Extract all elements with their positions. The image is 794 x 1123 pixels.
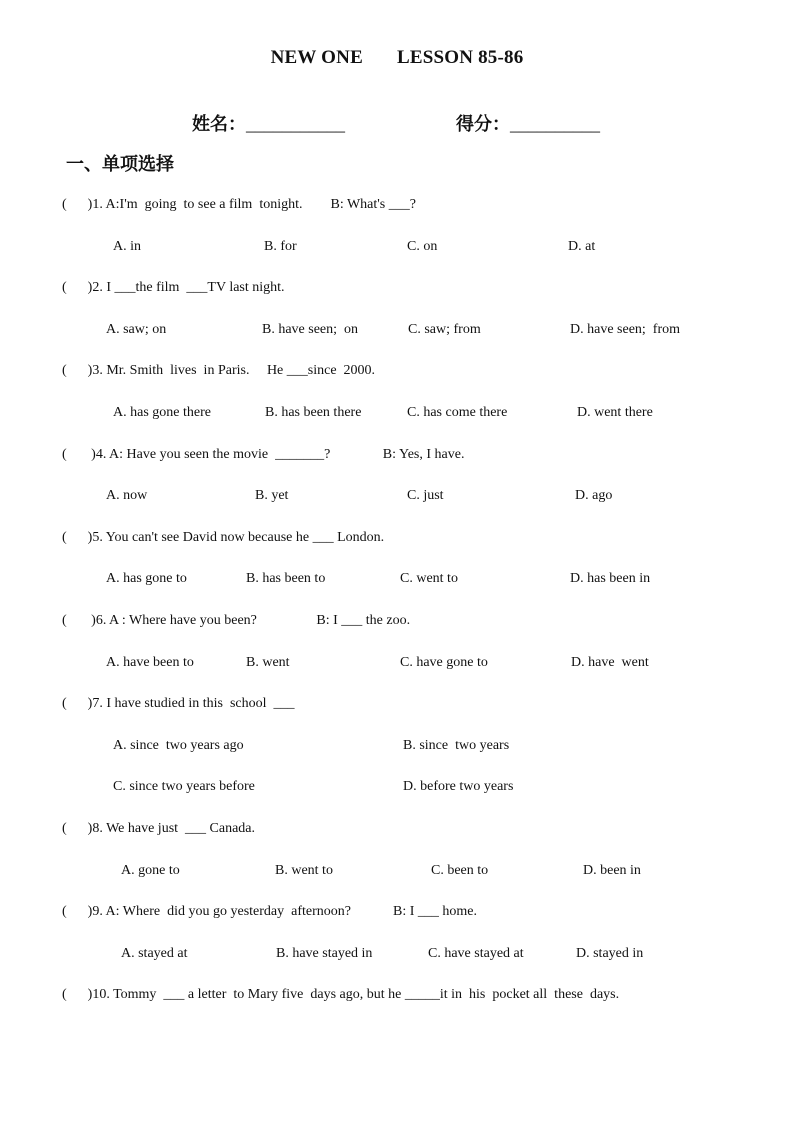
- option-a: A. saw; on: [106, 322, 167, 337]
- option-c: C. since two years before: [113, 779, 255, 794]
- option-a: A. now: [106, 488, 148, 503]
- option-a: A. have been to: [106, 655, 194, 670]
- option-d: D. have seen; from: [570, 322, 681, 337]
- question-stem: ( )5. You can't see David now because he ___ London.: [62, 530, 385, 545]
- name-label: 姓名：: [192, 114, 246, 134]
- question-stem: ( )10. Tommy ___ a letter to Mary five days ago, but he _____it in his pocket all these days.: [62, 987, 620, 1002]
- option-c: C. been to: [431, 863, 489, 878]
- question-stem: ( )6. A : Where have you been? B: I ___ the zoo.: [62, 613, 411, 628]
- score-field: [456, 110, 600, 136]
- option-a: A. in: [113, 239, 141, 254]
- name-field: [192, 110, 345, 136]
- option-d: D. stayed in: [576, 946, 644, 961]
- question-stem: ( )9. A: Where did you go yesterday afternoon? B: I ___ home.: [62, 904, 477, 919]
- option-d: D. at: [568, 239, 596, 254]
- option-c: C. have stayed at: [428, 946, 524, 961]
- option-a: A. since two years ago: [113, 738, 244, 753]
- option-c: C. has come there: [407, 405, 508, 420]
- option-c: C. have gone to: [400, 655, 488, 670]
- option-b: B. went to: [275, 863, 333, 878]
- option-b: B. has been to: [246, 571, 326, 586]
- question-stem: ( )1. A:I'm going to see a film tonight. B: What's ___?: [62, 197, 416, 212]
- option-b: B. since two years: [403, 738, 510, 753]
- option-c: C. just: [407, 488, 444, 503]
- option-c: C. on: [407, 239, 438, 254]
- option-b: B. have seen; on: [262, 322, 359, 337]
- option-b: B. yet: [255, 488, 289, 503]
- question-stem: ( )7. I have studied in this school ___: [62, 696, 295, 711]
- option-d: D. went there: [577, 405, 653, 420]
- option-b: B. has been there: [265, 405, 362, 420]
- option-d: D. been in: [583, 863, 641, 878]
- title-left: NEW ONE: [270, 47, 363, 68]
- option-a: A. gone to: [121, 863, 180, 878]
- option-a: A. has gone to: [106, 571, 187, 586]
- option-d: D. have went: [571, 655, 649, 670]
- option-a: A. stayed at: [121, 946, 188, 961]
- question-stem: ( )3. Mr. Smith lives in Paris. He ___since 2000.: [62, 363, 376, 378]
- option-d: D. before two years: [403, 779, 514, 794]
- option-c: C. went to: [400, 571, 458, 586]
- question-stem: ( )8. We have just ___ Canada.: [62, 821, 256, 836]
- question-stem: ( )4. A: Have you seen the movie _______? B: Yes, I have.: [62, 447, 465, 462]
- option-a: A. has gone there: [113, 405, 211, 420]
- title-right: LESSON 85-86: [396, 47, 524, 68]
- section-heading: 一、单项选择: [66, 154, 174, 175]
- option-d: D. has been in: [570, 571, 651, 586]
- option-b: B. for: [264, 239, 297, 254]
- option-d: D. ago: [575, 488, 613, 503]
- score-label: 得分：: [456, 114, 510, 134]
- score-blank: __________: [510, 114, 600, 134]
- page-title: [0, 47, 794, 69]
- name-blank: ___________: [246, 114, 345, 134]
- option-c: C. saw; from: [408, 322, 481, 337]
- option-b: B. went: [246, 655, 290, 670]
- option-b: B. have stayed in: [276, 946, 373, 961]
- question-stem: ( )2. I ___the film ___TV last night.: [62, 280, 285, 295]
